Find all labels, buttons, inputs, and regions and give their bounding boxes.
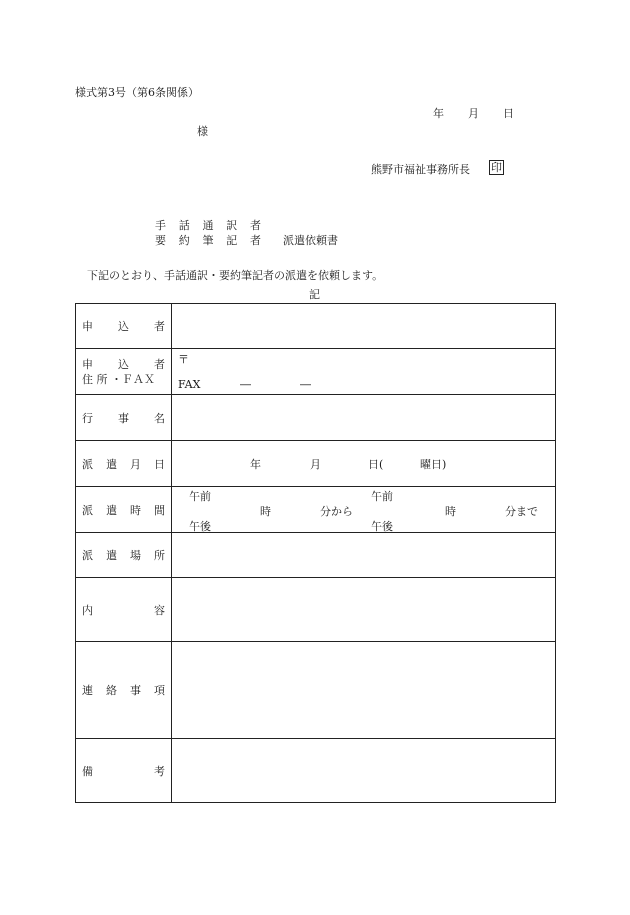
seal-stamp: 印 (491, 161, 502, 174)
hour-label: 時 (445, 505, 456, 518)
label-char: 所 (154, 549, 165, 562)
label-char: 場 (130, 549, 141, 562)
notes-label-cell (76, 642, 172, 739)
label-char: 内 (82, 603, 93, 617)
title-char: 筆 (202, 234, 214, 247)
row-content (76, 578, 556, 642)
date-day: 日( (368, 458, 384, 471)
label-char: 事 (118, 411, 129, 425)
label-char: 日 (154, 457, 165, 471)
remarks-label-cell (76, 739, 172, 803)
label-char: 行 (82, 411, 93, 425)
applicant-label-cell (76, 304, 172, 349)
request-form-table (75, 303, 556, 803)
title-char: 要 (155, 234, 166, 247)
label-char: 込 (118, 358, 129, 371)
form-number: 様式第3号（第6条関係） (75, 86, 199, 99)
title-char: 者 (250, 219, 261, 232)
row-address-fax (76, 349, 556, 395)
fax-dash: ― (300, 378, 311, 391)
event-name-field[interactable] (172, 395, 556, 441)
date-month-label: 月 (468, 107, 479, 120)
title-suffix: 派遣依頼書 (283, 234, 338, 247)
dispatch-time-field[interactable] (172, 487, 556, 533)
ki-heading: 記 (309, 288, 320, 301)
fax-dash: ― (240, 378, 251, 391)
label-char: 項 (154, 684, 165, 697)
address-fax-label: 住 所 ・ＦＡＸ (82, 373, 155, 386)
label-char: 時 (130, 503, 141, 517)
row-applicant (76, 304, 556, 349)
postal-mark: 〒 (178, 353, 189, 366)
label-char: 容 (154, 603, 165, 617)
label-char: 遣 (106, 549, 117, 562)
label-char: 月 (130, 457, 141, 471)
date-year-label: 年 (433, 107, 444, 120)
row-dispatch-time (76, 487, 556, 533)
label-char: 者 (154, 320, 165, 333)
label-char: 派 (82, 503, 93, 517)
label-char: 申 (82, 320, 93, 333)
label-char: 者 (154, 358, 165, 371)
label-char: 事 (130, 684, 141, 697)
title-char: 通 (202, 219, 214, 232)
minute-from-label: 分から (320, 505, 353, 518)
date-weekday: 曜日) (420, 458, 447, 471)
address-fax-field[interactable] (172, 349, 556, 395)
date-label-cell (76, 441, 172, 487)
addressee-suffix: 様 (197, 125, 208, 138)
row-dispatch-date (76, 441, 556, 487)
label-char: 連 (82, 684, 93, 697)
minute-until-label: 分まで (505, 505, 538, 518)
title-char: 記 (226, 234, 238, 247)
am-label: 午前 (371, 490, 393, 503)
am-label: 午前 (189, 490, 211, 503)
dispatch-place-field[interactable] (172, 533, 556, 578)
dispatch-date-field[interactable] (172, 441, 556, 487)
intro-text: 下記のとおり、手話通訳・要約筆記者の派遣を依頼します。 (87, 269, 384, 282)
label-char: 派 (82, 549, 93, 562)
contact-notes-field[interactable] (172, 642, 556, 739)
date-month: 月 (310, 458, 321, 471)
title-char: 手 (155, 219, 166, 232)
label-char: 絡 (106, 684, 117, 697)
row-contact-notes (76, 642, 556, 739)
hour-label: 時 (260, 505, 271, 518)
label-char: 遣 (106, 457, 117, 471)
label-char: 派 (82, 457, 93, 471)
row-dispatch-place (76, 533, 556, 578)
issuer-name: 熊野市福祉事務所長 (371, 163, 470, 176)
date-day-label: 日 (503, 107, 514, 120)
title-char: 訳 (226, 219, 238, 232)
title-line-summary-writer (155, 232, 261, 248)
label-char: 申 (82, 358, 93, 371)
title-char: 者 (250, 234, 261, 247)
pm-label: 午後 (189, 520, 211, 533)
content-label-cell (76, 578, 172, 642)
label-char: 込 (118, 320, 129, 333)
pm-label: 午後 (371, 520, 393, 533)
label-char: 備 (82, 764, 93, 778)
title-char: 話 (178, 219, 190, 232)
place-label-cell (76, 533, 172, 578)
applicant-field[interactable] (172, 304, 556, 349)
label-char: 名 (154, 411, 165, 425)
label-char: 考 (154, 764, 165, 778)
title-char: 約 (178, 234, 190, 247)
time-label-cell (76, 487, 172, 533)
content-field[interactable] (172, 578, 556, 642)
label-char: 間 (154, 503, 165, 517)
fax-label: FAX (178, 378, 201, 391)
date-year: 年 (250, 458, 261, 471)
row-event-name (76, 395, 556, 441)
event-label-cell (76, 395, 172, 441)
title-line-interpreter (155, 217, 261, 233)
label-char: 遣 (106, 503, 117, 517)
remarks-field[interactable] (172, 739, 556, 803)
row-remarks (76, 739, 556, 803)
address-label-cell (76, 349, 172, 395)
